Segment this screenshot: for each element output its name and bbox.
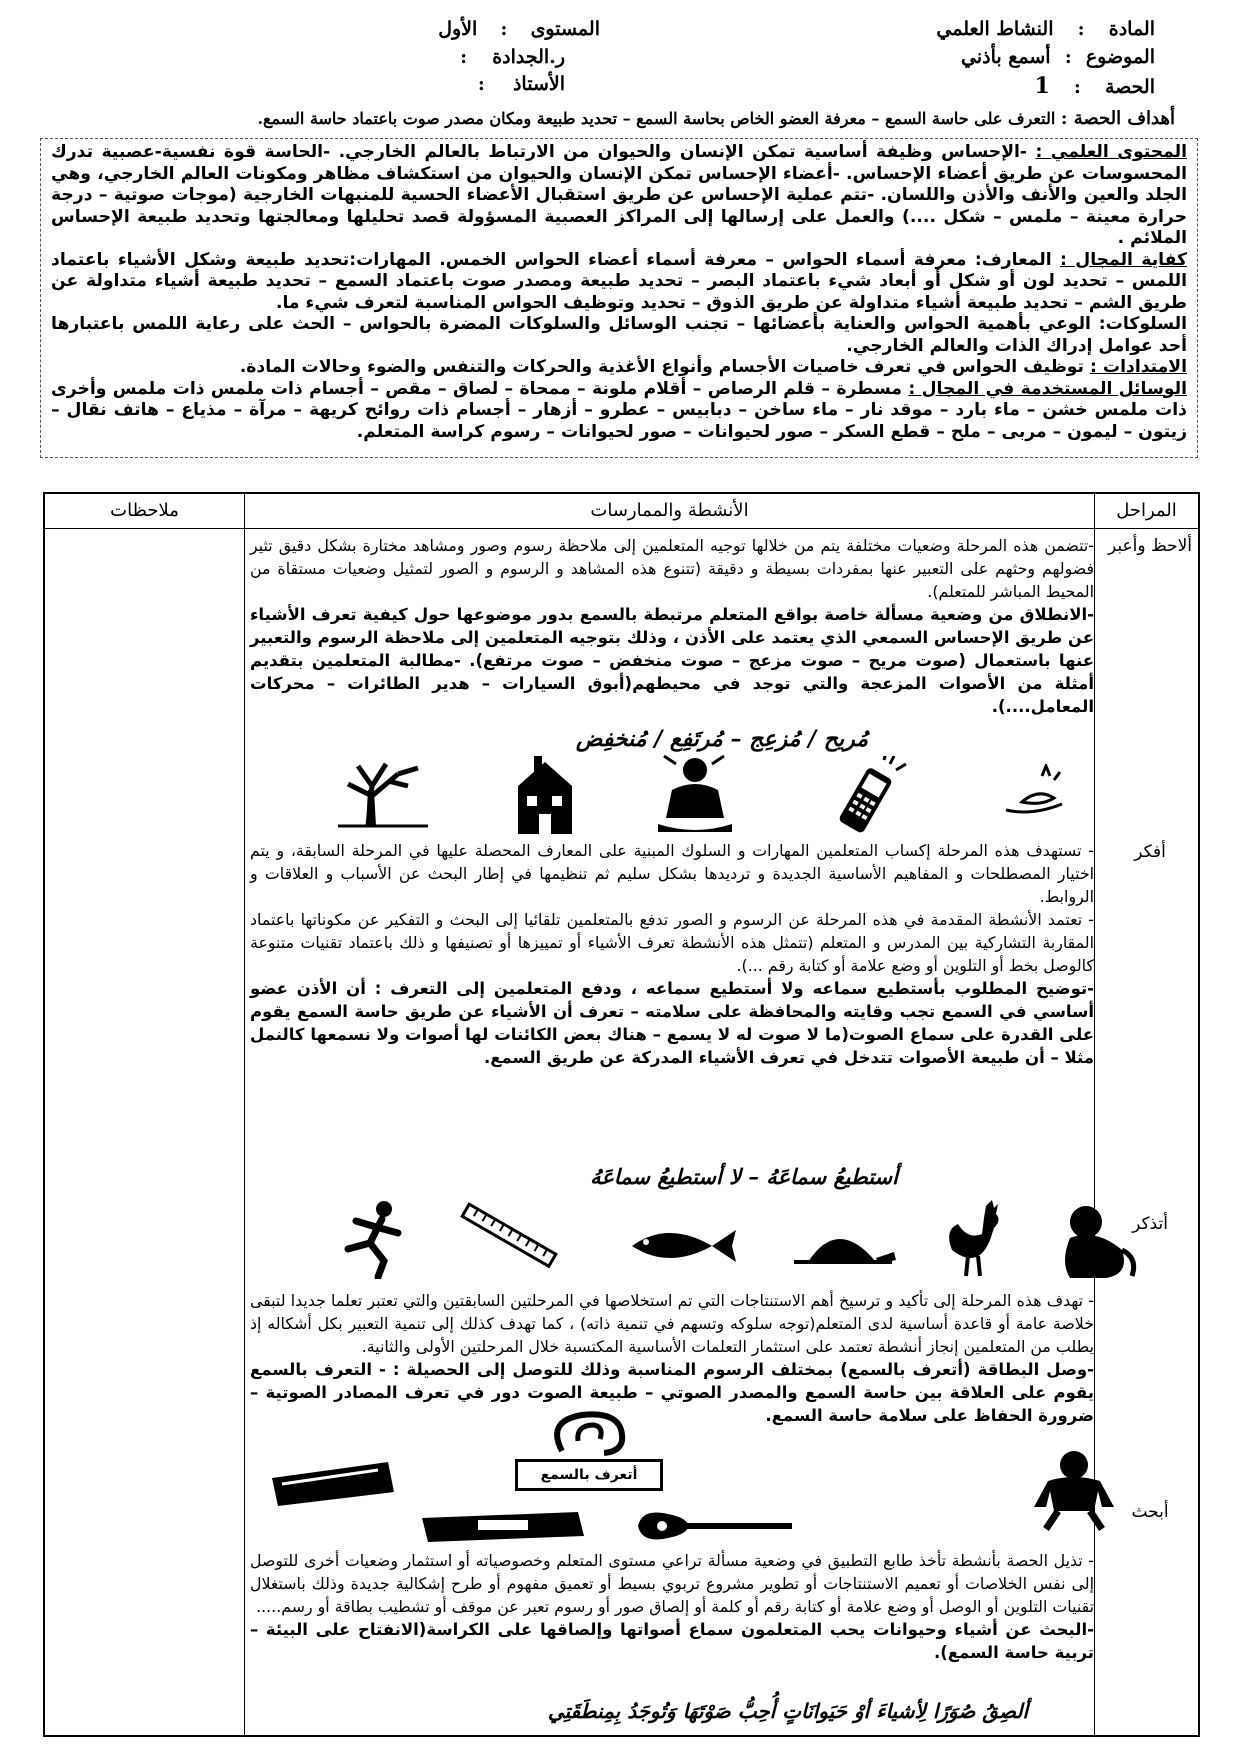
behaviors: السلوكات: الوعي بأهمية الحواس والعناية بأعضائها – تجنب الوسائل والسلوكات المضرة بالحواس – الحث على رعاية اللمس باعتبارها أحد عوامل إدراك الذات والعالم الخارجي. — [51, 314, 1187, 356]
turtle-icon — [788, 1222, 898, 1272]
scientific-content-box — [40, 138, 1198, 458]
activities-header: الأنشطة والممارسات — [590, 500, 749, 521]
sound-types-caption: مُريح / مُزعِج – مُرتَفِع / مُنخفِض — [575, 726, 868, 752]
column-divider — [244, 494, 245, 1735]
level-label: المستوى — [530, 18, 600, 40]
stage-remember: أتذكر — [1132, 1214, 1168, 1234]
guitar-icon — [628, 1504, 798, 1548]
objectives-text: التعرف على حاسة السمع – معرفة العضو الخاص بحاسة السمع – تحديد طبيعة ومكان مصدر صوت باعتماد حاسة السمع. — [257, 109, 1056, 128]
teacher-label: الأستاذ — [512, 73, 565, 95]
phone-icon — [828, 756, 908, 836]
topic-label: الموضوع — [1085, 46, 1155, 68]
stage1-activities: -تتضمن هذه المرحلة وضعيات مختلفة يتم من خلالها توجيه المتعلمين إلى ملاحظة رسوم وصور ومشاهد مختارة بشكل دقيق تثير فضولهم وحثهم على التعبير عنها بمفردات بسيطة و دقيقة (تتنوع هذه المشاهد و الرسوم و الصور لتمثيل وضعيات مستقاة من المحيط المباشر للمتعلم). -الانطلاق من وضعية مسألة خاصة بواقع المتعلم مرتبطة بالسمع بدور موضوعها حول كيفية تعرف الأشياء عن طريق الإحساس السمعي الذي يعتمد على الأذن ، وذلك بتوجيه المتعلمين إلى ملاحظة الرسوم والتعبير عنها باستعمال (صوت مريح – صوت مزعج – صوت منخفض – صوت مرتفع). -مطالبة المتعلمين بتقديم أمثلة من الأصوات المزعجة والتي توجد في محيطهم(أبوق السيارات – هدير الطائرات – محركات المعامل....). — [250, 536, 1094, 716]
ear-icon — [542, 1411, 638, 1457]
runner-icon — [326, 1199, 418, 1279]
ruler-icon — [458, 1202, 558, 1272]
stage-think: أفكر — [1134, 842, 1166, 862]
session-objectives — [55, 108, 1175, 129]
session-value: 1 — [1034, 73, 1050, 99]
truck-icon — [268, 1456, 398, 1508]
stage3-activities: - تهدف هذه المرحلة إلى تأكيد و ترسيخ أهم الاستنتاجات التي تم استخلاصها في المرحلتين السابقتين والتي تعتبر تعلما جديدا لتبقى خلاصة عامة أو قاعدة أساسية لدى المتعلم(توجه سلوكه وتسهم في تنمية ذاته) ، كما تهدف كذلك إلى تنمية التعبير بكل أشكاله إذ يطلب من المتعلمين إنجاز أنشطة تعتمد على استثمار التعلمات الأساسية المكتسبة خلال المرحلتين الأولى والثانية. -وصل البطاقة (أتعرف بالسمع) بمختلف الرسوم المناسبة وذلك للتوصل إلى الحصيلة : - التعرف بالسمع يقوم على العلاقة بين حاسة السمع والمصدر الصوتي – طبيعة الصوت دور في تعرف المصادر الصوتية – ضرورة الحفاظ على سلامة حاسة السمع. — [250, 1291, 1094, 1425]
hearing-card: أتعرف بالسمع — [515, 1459, 663, 1491]
fish-icon — [628, 1224, 738, 1268]
session-row: الحصة : 1 — [1034, 73, 1155, 99]
domain-competence: كفاية المجال : المعارف: معرفة أسماء الحواس – معرفة أسماء أعضاء الحواس الخمس. المهارات:تحديد طبيعة وشكل الأشياء باعتماد اللمس – تحديد لون أو شكل أو أبعاد شيء باعتماد البصر – تحديد طبيعة ومصدر صوت باعتماد السمع – تحديد طبيعة أشياء متداولة عن طريق الشم – تحديد طبيعة أشياء متداولة عن طريق الذوق – تحديد وتوظيف الحواس المناسبة لتعرف شيء ما. — [51, 249, 1187, 313]
rooster-icon — [938, 1200, 1008, 1280]
subject-row: المادة : النشاط العلمي — [936, 18, 1155, 40]
teacher-row: الأستاذ : — [477, 73, 565, 95]
materials: الوسائل المستخدمة في المجال : مسطرة – قلم الرصاص – أقلام ملونة – ممحاة – لصاق – مقص – أجسام ذات ملمس ذات ملمس وأخرى ذات ملمس خشن – ماء بارد – موقد نار – ماء ساخن – دبابيس – عطرو – أزهار – أجسام ذات روائح كريهة – مرآة – مذياع – هاتف نقال – زيتون – ليمون – مربى – ملح – قطع السكر – صور لحيوانات – صور لحيوانات – رسوم كراسة المتعلم. — [51, 378, 1187, 442]
person-icon — [652, 754, 738, 836]
topic-value: أسمع بأذني — [961, 46, 1051, 68]
research-caption: ألصِقُ صُوَرًا لِأشياءَ أوْ حَيَوانَاتٍ أُحِبُّ صَوْتَهَا وَتُوجَدُ بِمِنطَقَتِي — [547, 1699, 1028, 1723]
hearing-caption: أستطيعُ سماعَهُ – لا أستطيعُ سماعَهُ — [590, 1164, 898, 1189]
monkey-icon — [1056, 1202, 1138, 1282]
subject-value: النشاط العلمي — [936, 18, 1054, 40]
column-divider — [1094, 494, 1095, 1735]
car-icon — [418, 1504, 588, 1544]
extensions: الامتدادات : توظيف الحواس في تعرف خاصيات الأجسام وأنواع الأغذية والحركات والتنفس والضوء وحالات المادة. — [239, 357, 1187, 377]
session-label: الحصة — [1105, 76, 1155, 98]
objectives-label: أهداف الحصة : — [1060, 108, 1175, 129]
school-row: ر.الجدادة : — [460, 46, 565, 68]
header-divider — [45, 528, 1198, 529]
tree-icon — [338, 756, 428, 828]
stage2-activities: - تستهدف هذه المرحلة إكساب المتعلمين المهارات و السلوك المبنية على المعارف المحصلة عليها في المرحلة السابقة، و يتم اختيار المصطلحات و المفاهيم الأساسية الجديدة و ترديدها بشكل سليم ثم تنظيمها في إطار البحث عن الأسباب و العلاقات و الروابط. - تعتمد الأنشطة المقدمة في هذه المرحلة عن الرسوم و الصور تدفع بالمتعلمين تلقائيا إلى البحث و التفكير عن مكوناتها باعتماد المقاربة التشاركية بين المدرس و المتعلم (تتمثل هذه الأنشطة تعرف الأشياء أو تمييزها أو تصنيفها و ذلك باعتماد تقنيات متنوعة كالوصل بخط أو التلوين أو وضع علامة أو كتابة رقم ...). -توضيح المطلوب بأستطيع سماعه ولا أستطيع سماعه ، ودفع المتعلمين إلى التعرف : أن الأذن عضو أساسي في السمع تجب وقايته والمحافظة على سلامته – تعرف أن الأشياء عن طريق حاسة السمع يقوم على القدرة على سماع الصوت(ما لا صوت له لا يسمع – هناك بعض الكائنات لها أصوات ولا نسمعها كالنمل مثلا – أن طبيعة الأصوات تتدخل في تعرف الأشياء المدركة عن طريق السمع. — [250, 841, 1094, 1067]
scientific-content: المحتوى العلمي : -الإحساس وظيفة أساسية تمكن الإنسان والحيوان من الارتباط بالعالم الخارجي. -الحاسة قوة نفسية-عصبية تدرك المحسوسات عن طريق أعضاء الإحساس. -أعضاء الإحساس تمكن الإنسان والحيوان من استكشاف مظاهر ومكونات العالم الخارجي، وهي الجلد والعين والأنف والأذن واللسان. -تتم عملية الإحساس عن طريق استقبال الأعضاء الحسية للمنبهات الخارجية (موجات صوتية – درجة حرارة معينة – ملمس – شكل ....) والعمل على إرسالها إلى المراكز العصبية المسؤولة قصد تحليلها ومعالجتها وتحديد طبيعة الإحساس الملائم . — [51, 142, 1188, 248]
stages-header: المراحل — [1116, 500, 1177, 521]
house-icon — [512, 756, 578, 834]
stage-research: أبحث — [1131, 1502, 1169, 1522]
school-label: ر.الجدادة — [492, 46, 565, 68]
bird-icon — [1002, 764, 1068, 820]
stage4-activities: - تذيل الحصة بأنشطة تأخذ طابع التطبيق في وضعية مسألة تراعي مستوى المتعلم وخصوصياته أو استثمار وضعيات أخرى للتوصل إلى نفس الخلاصات أو تعميم الاستنتاجات أو تطوير مشروع تربوي بسيط أو تعميق مفهوم أو طرح إشكالية جديدة وذلك باستغلال تقنيات التلوين أو الوصل أو وضع علامة أو كتابة رقم أو كلمة أو إلصاق صور أو رسوم تعبر عن موقف أو تشطيب بطاقة أو رسم..... -البحث عن أشياء وحيوانات يحب المتعلمون سماع أصواتها وإلصاقها على الكراسة(الانفتاح على البيئة – تربية حاسة السمع). — [250, 1551, 1094, 1662]
level-value: الأول — [438, 18, 478, 40]
stage-observe: ألاحظ وأعبر — [1107, 536, 1193, 556]
level-row: المستوى : الأول — [438, 18, 600, 40]
lesson-table — [43, 492, 1200, 1737]
notes-header: ملاحظات — [110, 500, 179, 521]
subject-label: المادة — [1108, 18, 1155, 40]
topic-row: الموضوع : أسمع بأذني — [961, 46, 1155, 68]
person-icon — [1018, 1449, 1128, 1533]
